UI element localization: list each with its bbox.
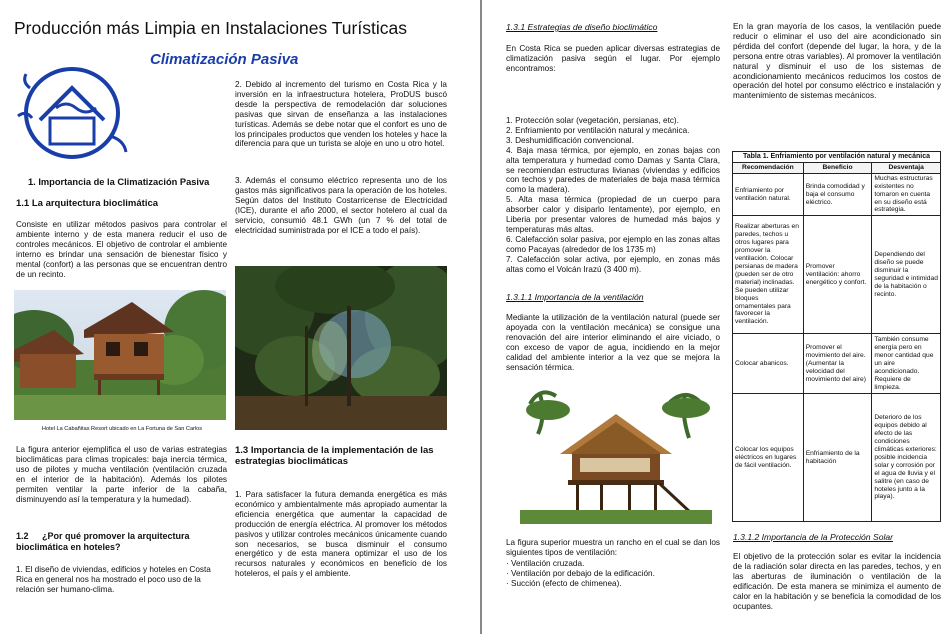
- estrategia-item: 2. Enfriamiento por ventilación natural y mecánica.: [506, 125, 690, 135]
- table-cell: Promover el movimiento del aire. (Aumentar la velocidad del movimiento del aire): [803, 334, 872, 394]
- photo-cabanitas-caption: Hotel La Cabañitas Resort ubicado en La Fortuna de San Carlos: [41, 426, 203, 432]
- table-cell: Enfriamiento de la habitación: [803, 394, 872, 522]
- table-header: Desventaja: [872, 162, 941, 173]
- table-cell: Colocar abanicos.: [733, 334, 804, 394]
- heading-importancia-ventilacion: 1.3.1.1 Importancia de la ventilación: [506, 292, 644, 302]
- heading-por-que-number: 1.2: [16, 531, 29, 541]
- text-importancia-ventilacion: Mediante la utilización de la ventilación natural (puede ser apoyada con la ventilación mecánica) se consigue una renovación del aire interior eliminando el aire viciado, o con exceso de vapor de agua, incidiendo en la mejor calidad del ambiente interior a la vez que se mejora la sensación térmica.: [506, 313, 720, 372]
- text-figura-superior: La figura superior muestra un rancho en el cual se dan los siguientes tipos de ventilación:: [506, 538, 720, 557]
- tipo-ventilacion-item: · Succión (efecto de chimenea).: [506, 578, 622, 588]
- estrategia-item: 1. Protección solar (vegetación, persianas, etc).: [506, 116, 679, 125]
- table-cell: Enfriamiento por ventilación natural.: [733, 173, 804, 216]
- tabla-enfriamiento: [732, 151, 941, 522]
- table-cell: Deterioro de los equipos debido al efecto de las condiciones climáticas exteriores: posible incidencia solar y corrosión por el agua de lluvia y el salitre (en caso de hoteles junto a la playa).: [872, 394, 941, 522]
- table-cell: Muchas estructuras existentes no tomaron en cuenta en su diseño está estrategia.: [872, 173, 941, 216]
- table-row: [733, 334, 941, 394]
- heading-implementacion-estrategias: 1.3 Importancia de la implementación de las estrategias bioclimáticas: [235, 445, 434, 467]
- heading-importancia-climatizacion: 1. Importancia de la Climatización Pasiva: [28, 177, 210, 187]
- house-wind-logo-icon: [10, 58, 136, 164]
- table-header: Beneficio: [803, 162, 872, 173]
- text-estrategias-intro: En Costa Rica se pueden aplicar diversas estrategias de climatización pasiva según el lugar. Por ejemplo encontramos:: [506, 44, 720, 73]
- estrategia-item: 6. Calefacción solar pasiva, por ejemplo en las zonas altas como Pacayas (alrededor de los 1735 m): [506, 234, 720, 254]
- table-caption: Tabla 1. Enfriamiento por ventilación natural y mecánica: [733, 152, 941, 163]
- text-implementacion-estrategias: 1. Para satisfacer la futura demanda energética es más económico y ambientalmente más apropiado aumentar la eficiencia energética que aumentar la capacidad de producción de energía eléctrica. Al promover los métodos pasivos y utilizar controles mecánicos únicamente cuando son necesarios, se busca disminuir el consumo energético y de esta manera optimizar el uso de los recursos naturales y económicos en beneficio de los hoteleros, el país y el ambiente.: [235, 490, 447, 579]
- heading-arquitectura-bioclimatica: 1.1 La arquitectura bioclimática: [16, 198, 159, 209]
- table-cell: También consume energía pero en menor cantidad que un aire acondicionado. Requiere de limpieza.: [872, 334, 941, 394]
- text-por-que-promover: 1. El diseño de viviendas, edificios y hoteles en Costa Rica en general nos ha mostrado el poco uso de la relación ser humano-clima.: [16, 565, 211, 594]
- text-incremento-turismo: 2. Debido al incremento del turismo en Costa Rica y la inversión en la infraestructura hotelera, ProDUS buscó desde la perspectiva de remodelación dar soluciones pasivas que sirvan de enseñanza a las instalaciones turísticas. Además se debe notar que el confort es uno de los principales productos que venden los hoteles y hace la diferencia para que un turista se aloje en uno u otro hotel.: [235, 80, 447, 149]
- text-consumo-electrico: 3. Además el consumo eléctrico representa uno de los gastos más significativos para la operación de los hoteles. Según datos del Instituto Costarricense de Electricidad (ICE), durante el año 2000, el sector hotelero al cual da servicio, consumió 48.1 GWh (un 7 % del total de electricidad suministrada por el ICE a todo el país).: [235, 176, 447, 235]
- heading-por-que-text: ¿Por qué promover la arquitectura bioclimática en hoteles?: [16, 531, 190, 552]
- right-page: [482, 0, 945, 634]
- estrategia-item: 4. Baja masa térmica, por ejemplo, en zonas bajas con alta temperatura y humedad como Damas y Santa Clara, se recomiendan estructuras livianas (viviendas y edificios con techos y paredes de materiales de baja masa térmica como la madera).: [506, 145, 720, 195]
- text-arquitectura-bioclimatica: Consiste en utilizar métodos pasivos para controlar el ambiente interno y de esta manera reducir el uso de controles mecánicos. El objetivo de controlar el ambiente interno es brindar una sensación de bienestar físico y mental (confort) a las personas que se encuentran dentro de un recinto.: [16, 220, 227, 279]
- table-cell: Dependiendo del diseño se puede disminuir la seguridad e intimidad de la habitación o recinto.: [872, 216, 941, 334]
- text-ventilacion-reduce: En la gran mayoría de los casos, la ventilación puede reducir o eliminar el uso del aire acondicionado sin pérdida del confort (depende del lugar, la hora, y de la persona entre otras variables). Al promover la ventilación natural y disminuir el uso de los sistemas de acondicionamiento mecánicos reducimos los costos de operación del hotel por consumo eléctrico e instalación y mantenimiento de sistemas mecánicos.: [733, 22, 941, 101]
- tipo-ventilacion-item: · Ventilación por debajo de la edificación.: [506, 568, 655, 578]
- table-row: [733, 216, 941, 334]
- table-row: [733, 394, 941, 522]
- list-estrategias: [506, 116, 720, 275]
- photo-cabanitas-resort: [14, 290, 226, 420]
- table-cell: Colocar los equipos eléctricos en lugares de fácil ventilación.: [733, 394, 804, 522]
- estrategia-item: 5. Alta masa térmica (propiedad de un cuerpo para absorber calor y disiparlo lentamente), por ejemplo, en Liberia por presentar valores de humedad más bajos y temperaturas más altas.: [506, 195, 720, 234]
- document-title: Producción más Limpia en Instalaciones Turísticas: [14, 18, 407, 38]
- table-cell: Brinda comodidad y baja el consumo eléctrico.: [803, 173, 872, 216]
- table-cell: Realizar aberturas en paredes, techos u otros lugares para promover la ventilación. Colocar persianas de madera (pueden ser de otro material) inclinadas. Se pueden utilizar bloques ornamentales para favorecer la ventilación.: [733, 216, 804, 334]
- tipo-ventilacion-item: · Ventilación cruzada.: [506, 559, 585, 568]
- estrategia-item: 3. Deshumidificación convencional.: [506, 135, 634, 145]
- estrategia-item: 7. Calefacción solar activa, por ejemplo, en zonas más altas como el Volcán Irazú (3 400 m).: [506, 254, 720, 274]
- heading-estrategias-diseno: 1.3.1 Estrategias de diseño bioclimático: [506, 22, 658, 32]
- table-header: Recomendación: [733, 162, 804, 173]
- heading-proteccion-solar: 1.3.1.2 Importancia de la Protección Solar: [733, 532, 894, 542]
- list-tipos-ventilacion: [506, 559, 720, 589]
- heading-por-que-promover: [16, 531, 227, 553]
- text-figura-anterior: La figura anterior ejemplifica el uso de varias estrategias bioclimáticas para climas tropicales: baja inercia térmica, uso de pilotes y mucha ventilación (ventilación cruzada en el interior de la habitación). Además los pilotes permiten ventilar la parte inferior de la cabaña, disminuyendo así la temperatura y la humedad).: [16, 445, 227, 504]
- text-proteccion-solar: El objetivo de la protección solar es evitar la incidencia de la radiación solar directa en las paredes, techos, y en las aberturas de iluminación o ventilación de la edificación. De esta manera se minimiza el aumento de calor en la habitación y se beneficia la comodidad de los ocupantes.: [733, 552, 941, 611]
- table-row: [733, 173, 941, 216]
- document-subtitle: Climatización Pasiva: [150, 51, 299, 68]
- photo-rancho-ventilacion: [520, 384, 712, 524]
- table-cell: Promover ventilación: ahorro energético y confort.: [803, 216, 872, 334]
- photo-bosque-tropical: [235, 266, 447, 430]
